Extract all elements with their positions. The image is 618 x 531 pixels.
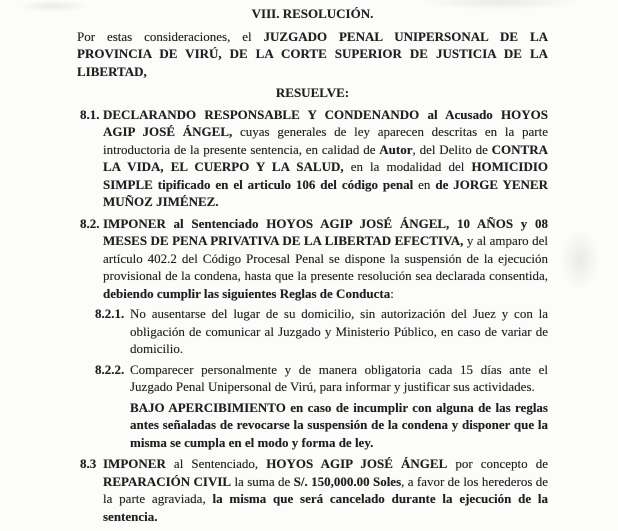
warning-paragraph: BAJO APERCIBIMIENTO en caso de incumplir con alguna de las reglas antes señaladas de revocarse la suspensión de la condena y disponer que la misma se cumpla en el modo y forma de ley.: [130, 399, 548, 450]
item-number: 8.1.: [80, 106, 100, 122]
item-text: IMPONER al Sentenciado, HOYOS AGIP JOSÉ ÁNGEL por concepto de REPARACIÓN CIVIL la suma de S/. 150,000.00 Soles, a favor de los herederos de la parte agraviada, la misma que será cancelado durante la ejecución de la sentencia.: [103, 456, 549, 524]
subitem-number: 8.2.1.: [95, 306, 125, 321]
resolution-item-8-2: [80, 215, 548, 303]
item-number: 8.3: [80, 456, 97, 471]
item-text: IMPONER al Sentenciado HOYOS AGIP JOSÉ ÁNGEL, 10 AÑOS y 08 MESES DE PENA PRIVATIVA DE LA LIBERTAD EFECTIVA, y al amparo del artículo 402.2 del Código Procesal Penal se dispone la suspensión de la ejecución provisional de la condena, hasta que la presente resolución sea declarada consentida, debiendo cumplir las siguientes Reglas de Conducta:: [103, 215, 549, 301]
subitem-text: No ausentarse del lugar de su domicilio, sin autorización del Juez y con la obligación de comunicar al Juzgado y Ministerio Público, en caso de variar de domicilio.: [130, 306, 548, 356]
subitem-number: 8.2.2.: [95, 361, 125, 377]
resolution-subitem-8-2-2: [95, 361, 548, 396]
item-number: 8.2.: [80, 215, 100, 231]
section-title: VIII. RESOLUCIÓN.: [251, 6, 374, 21]
resuelve-heading: RESUELVE:: [275, 85, 350, 100]
scan-artifact: [560, 230, 600, 290]
resolution-item-8-1: [80, 106, 548, 211]
item-text: DECLARANDO RESPONSABLE Y CONDENANDO al Acusado HOYOS AGIP JOSÉ ÁNGEL, cuyas generales de ley aparecen descritas en la parte introductoria de la presente sentencia, en calidad de Autor, del Delito de CONTRA LA VIDA, EL CUERPO Y LA SALUD, en la modalidad del HOMICIDIO SIMPLE tipificado en el articulo 106 del código penal en de JORGE YENER MUÑOZ JIMÉNEZ.: [103, 106, 548, 209]
resolution-item-8-3: [80, 455, 548, 525]
subitem-text: Comparecer personalmente y de manera obligatoria cada 15 días ante el Juzgado Penal Unipersonal de Virú, para informar y justificar sus actividades.: [130, 361, 548, 394]
resolution-subitem-8-2-1: [95, 305, 548, 358]
intro-paragraph: Por estas consideraciones, el JUZGADO PENAL UNIPERSONAL DE LA PROVINCIA DE VIRÚ, DE LA CORTE SUPERIOR DE JUSTICIA DE LA LIBERTAD,: [77, 28, 548, 79]
